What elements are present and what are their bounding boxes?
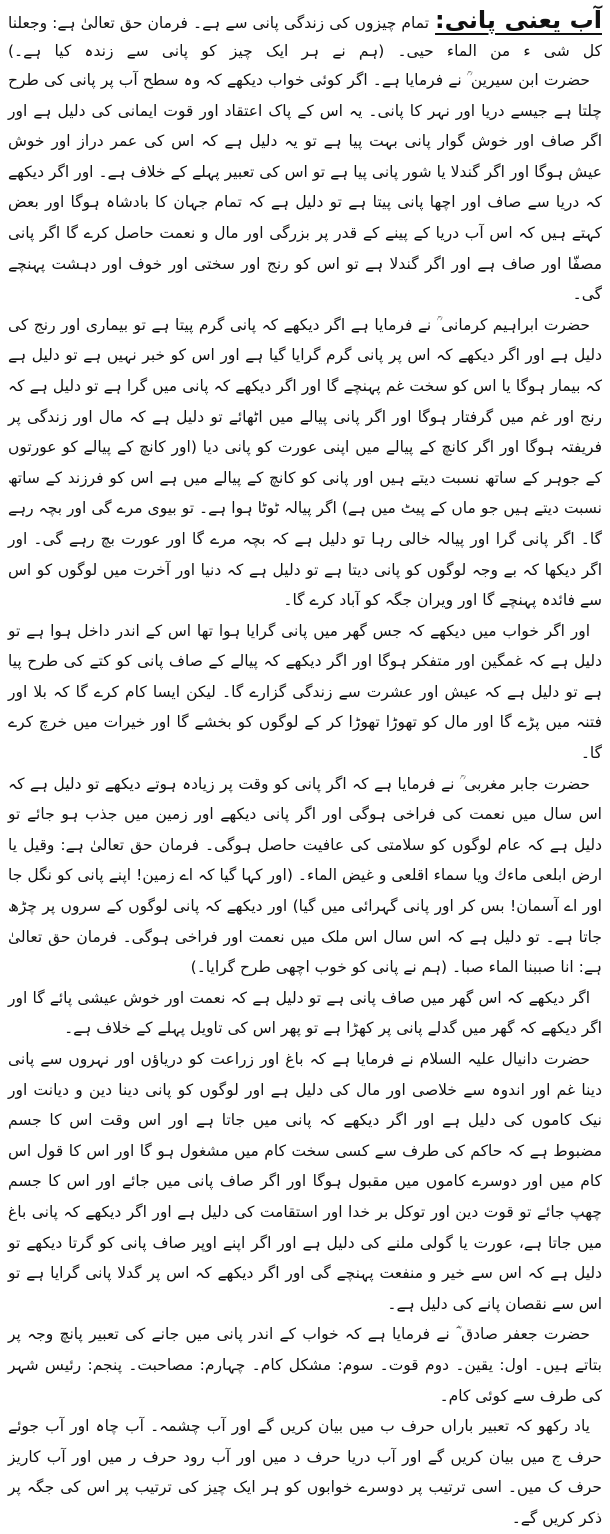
article-intro: تمام چیزوں کی زندگی پانی سے ہے۔ فرمان حق تعالیٰ ہے: وجعلنا کل شی ء من الماء حیی۔ (ہم نے ہر ایک چیز کو پانی سے زندہ کیا ہے۔)	[8, 14, 602, 60]
paragraph-ibn-sirin: حضرت ابن سیرین ؒ نے فرمایا ہے۔ اگر کوئی خواب دیکھے کہ وہ سطح آب پر پانی کی طرح چلتا ہے جیسے دریا اور نہر کا پانی۔ یہ اس کے پاک اعتقاد اور قوت ایمانی کی دلیل ہے اور اگر صاف اور خوش گوار پانی بہت پیا ہے تو یہ دلیل ہے کہ اس کی عمر دراز اور خوش عیش ہوگا اور اگر گندلا یا شور پانی پیا ہے تو اس کی تعبیر پہلے کے خلاف ہے۔ اور اگر دیکھے کہ دریا سے صاف اور اچھا پانی پیتا ہے تو دلیل ہے کہ تمام جہان کا بادشاہ ہوگا اور بعض کہتے ہیں کہ اس آب دریا کے پینے کے قدر پر بزرگی اور مال و نعمت حاصل کرے گا اگر پانی مصفّا اور صاف ہے اور اگر گندلا ہے تو اس کو رنج اور سختی اور خوف اور دہشت پہنچے گی۔	[8, 71, 602, 304]
paragraph-reminder: یاد رکھو کہ تعبیر باراں حرف ب میں بیان کریں گے اور آب چشمہ۔ آب چاہ اور آب جوئے حرف ج میں بیان کریں گے اور آب دریا حرف د میں اور آب رود حرف ر میں اور آب کاریز حرف ک میں۔ اسی ترتیب پر دوسرے خوابوں کو ہر ایک چیز کی ترتیب پر اس کی جگہ پر ذکر کریں گے۔	[8, 1417, 602, 1527]
paragraph-daniyal: حضرت دانیال علیہ السلام نے فرمایا ہے کہ باغ اور زراعت کو دریاؤں اور نہروں سے پانی دینا غم اور اندوہ سے خلاصی اور مال کی دلیل ہے اور لوگوں کو پانی دینا دین و دیانت اور نیک کاموں کی دلیل ہے اور اگر دیکھے کہ پانی میں جاتا ہے اور اس وقت اس کا جسم مضبوط ہے کہ حاکم کی طرف سے کسی سخت کام میں مشغول ہو گا اور اس کا قول اس کام میں اور دوسرے کاموں میں مقبول ہوگا اور اگر صاف پانی میں جائے اور اس کا جسم چھپ جائے تو قوت دین اور توکل بر خدا اور استقامت کی دلیل ہے اور اگر دیکھے کہ پانی باغ میں جاتا ہے، عورت یا گولی ملنے کی دلیل ہے اور اگر اپنے اوپر صاف پانی کو گرتا دیکھے تو دلیل ہے کہ اس سے خیر و منفعت پہنچے گی اور اگر دیکھے کہ اس پر گدلا پانی گرایا ہے تو اس سے نقصان پانے کی دلیل ہے۔	[8, 1050, 602, 1313]
paragraph-house-water: اور اگر خواب میں دیکھے کہ جس گھر میں پانی گرایا ہوا تھا اس کے اندر داخل ہوا ہے تو دلیل ہے کہ غمگین اور متفکر ہوگا اور اگر دیکھے کہ پیالے کے صاف پانی کو کتے کی طرح پیا ہے تو دلیل ہے کہ عیش اور عشرت سے زندگی گزارے گا۔ لیکن ایسا کام کرے گا کہ بلا اور فتنہ میں پڑے گا اور مال کو تھوڑا تھوڑا کر کے لوگوں کو بخشے گا اور خیرات میں خرچ کرے گا۔	[8, 621, 602, 763]
article-heading	[8, 6, 602, 65]
article-title: آب یعنی پانی:	[435, 6, 602, 34]
paragraph-jafar-sadiq: حضرت جعفر صادق ؓ نے فرمایا ہے کہ خواب کے اندر پانی میں جانے کی تعبیر پانچ وجہ پر بتاتے ہیں۔ اول: یقین۔ دوم قوت۔ سوم: مشکل کام۔ چہارم: مصاحبت۔ پنجم: رئیس شہر کی طرف سے کوئی کام۔	[8, 1325, 602, 1405]
paragraph-clean-water-house: اگر دیکھے کہ اس گھر میں صاف پانی ہے تو دلیل ہے کہ نعمت اور خوش عیشی پائے گا اور اگر دیکھے کہ گھر میں گدلے پانی پر کھڑا ہے تو پھر اس کی تاویل پہلے کے خلاف ہے۔	[8, 988, 602, 1038]
paragraph-jabir-maghribi: حضرت جابر مغربی ؒ نے فرمایا ہے کہ اگر پانی کو وقت پر زیادہ ہوتے دیکھے تو دلیل ہے کہ اس سال میں نعمت کی فراخی ہوگی اور اگر پانی دیکھے اور زمین میں جذب ہو جائے تو دلیل ہے کہ عام لوگوں کو سلامتی کی عافیت حاصل ہوگی۔ فرمان حق تعالیٰ ہے: وقیل یا ارض ابلعی ماءك ویا سماء اقلعی و غیض الماء۔ (اور کہا گیا کہ اے زمین! اپنے پانی کو نگل جا اور اے آسمان! بس کر اور پانی گہرائی میں گیا) اور دیکھے کہ پانی لوگوں کے سروں پر چڑھ جاتا ہے۔ تو دلیل ہے کہ اس سال اس ملک میں نعمت اور فراخی ہوگی۔ فرمان حق تعالیٰ ہے: انا صببنا الماء صبا۔ (ہم نے پانی کو خوب اچھی طرح گرایا۔)	[8, 774, 602, 977]
paragraph-ibrahim-kirmani: حضرت ابراہیم کرمانی ؒ نے فرمایا ہے اگر دیکھے کہ پانی گرم پیتا ہے تو بیماری اور رنج کی دلیل ہے اور اگر دیکھے کہ اس پر پانی گرم گرایا گیا ہے اور اس کو خبر نہیں ہے تو دلیل ہے کہ بیمار ہوگا یا اس کو سخت غم پہنچے گا اور اگر دیکھے کہ پانی میں گرا ہے تو دلیل ہے کہ رنج اور غم میں گرفتار ہوگا اور اگر پانی پیالے میں اٹھائے تو دلیل ہے کہ مال اور زندگی پر فریفتہ ہوگا اور اگر کانچ کے پیالے میں اپنی عورت کو پانی دیا (اور کانچ کے پیالے کو عورتوں کے جوہر کے ساتھ نسبت دیتے ہیں اور پانی کو کانچ کے پیالے میں ہے اس کو فرزند کے ساتھ نسبت دیتے ہیں جو ماں کے پیٹ میں ہے) اگر پیالہ ٹوٹا ہوا ہے۔ تو بیوی مرے گی اور بچہ رہے گا۔ اگر پانی گرا اور پیالہ خالی رہا تو دلیل ہے کہ بچہ مرے گا اور عورت بچ رہے گی۔ اور اگر دیکھا کہ بے وجہ لوگوں کو پانی دیتا ہے تو دلیل ہے کہ دنیا اور آخرت میں لوگوں کو اس سے فائدہ پہنچے گا اور ویران جگہ کو آباد کرے گا۔	[8, 315, 602, 610]
